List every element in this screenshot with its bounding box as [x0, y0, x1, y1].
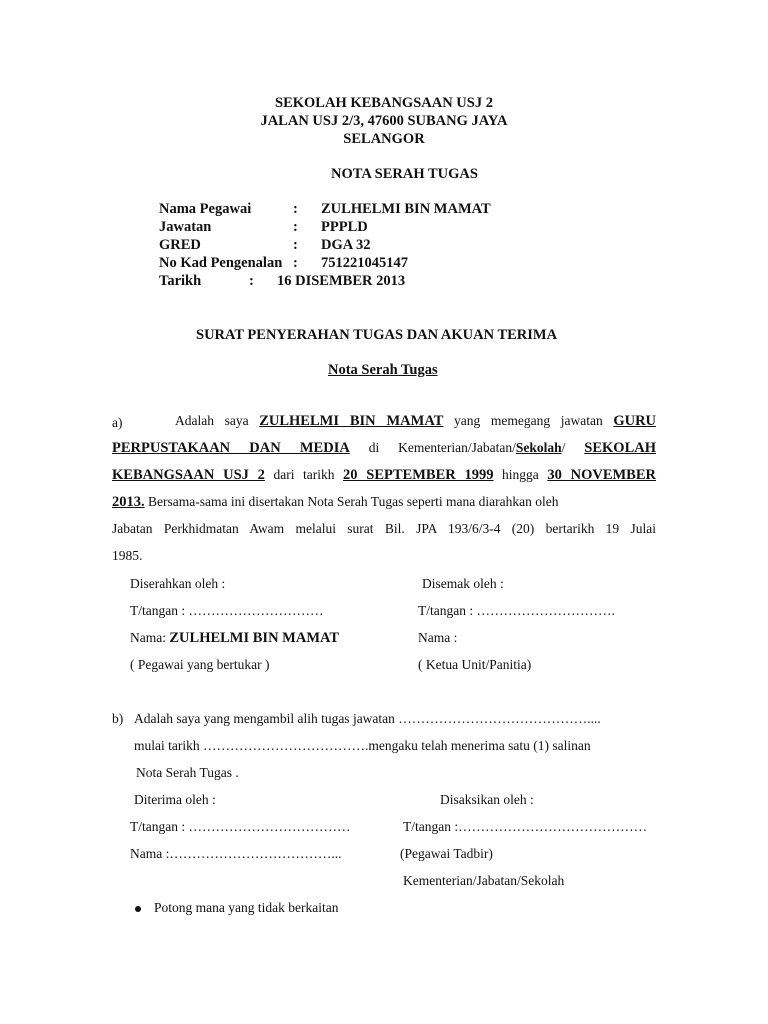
- info-value: 751221045147: [321, 255, 408, 271]
- info-separator: :: [293, 255, 298, 271]
- school-address: JALAN USJ 2/3, 47600 SUBANG JAYA: [260, 113, 508, 129]
- para-b-marker: b): [112, 711, 124, 726]
- subtitle: Nota Serah Tugas: [328, 362, 438, 378]
- para-b-line3: Nota Serah Tugas .: [136, 765, 239, 780]
- witness-role: (Pegawai Tadbir): [400, 846, 493, 861]
- submitter-role: ( Pegawai yang bertukar ): [130, 657, 270, 672]
- para-b-line2: mulai tarikh ……………………………….mengaku telah menerima satu (1) salinan: [134, 738, 591, 753]
- receiver-name: Nama :………………………………...: [130, 846, 342, 861]
- info-value: DGA 32: [321, 237, 371, 253]
- info-separator: :: [293, 237, 298, 253]
- info-label: Tarikh: [159, 273, 202, 289]
- info-label: Nama Pegawai: [159, 201, 252, 217]
- para-a-line1: Adalah saya ZULHELMI BIN MAMAT yang memegang jawatan GURU: [175, 413, 657, 429]
- para-a-line4: 2013. Bersama-sama ini disertakan Nota Serah Tugas seperti mana diarahkan oleh: [112, 494, 559, 510]
- school-name: SEKOLAH KEBANGSAAN USJ 2: [275, 95, 493, 111]
- submitter-signature-line: T/tangan : …………………………: [130, 603, 324, 618]
- info-separator: :: [293, 201, 298, 217]
- received-by-label: Diterima oleh :: [134, 792, 216, 807]
- school-state: SELANGOR: [343, 131, 425, 147]
- reviewer-role: ( Ketua Unit/Panitia): [418, 657, 532, 672]
- info-separator: :: [249, 273, 254, 289]
- para-b-line1: Adalah saya yang mengambil alih tugas jawatan ……………………………………....: [134, 711, 601, 726]
- submitter-name: Nama: ZULHELMI BIN MAMAT: [130, 630, 340, 646]
- witnessed-by-label: Disaksikan oleh :: [440, 792, 534, 807]
- reviewed-by-label: Disemak oleh :: [422, 576, 504, 591]
- info-label: GRED: [159, 237, 201, 253]
- witness-signature-line: T/tangan :……………………………………: [403, 819, 648, 834]
- section-title: SURAT PENYERAHAN TUGAS DAN AKUAN TERIMA: [196, 327, 558, 343]
- para-a-line6: 1985.: [112, 548, 143, 563]
- reviewer-name: Nama :: [418, 630, 458, 645]
- info-label: No Kad Pengenalan: [159, 255, 283, 271]
- para-a-marker: a): [112, 415, 123, 430]
- witness-organization: Kementerian/Jabatan/Sekolah: [403, 873, 565, 888]
- bullet-icon: [135, 906, 141, 912]
- para-a-line5: Jabatan Perkhidmatan Awam melalui surat Bil. JPA 193/6/3-4 (20) bertarikh 19 Julai: [112, 521, 656, 536]
- info-value: ZULHELMI BIN MAMAT: [321, 201, 491, 217]
- submitted-by-label: Diserahkan oleh :: [130, 576, 226, 591]
- footnote: Potong mana yang tidak berkaitan: [154, 900, 339, 915]
- para-a-line3: KEBANGSAAN USJ 2 dari tarikh 20 SEPTEMBER 1999 hingga 30 NOVEMBER: [112, 467, 656, 483]
- info-value: 16 DISEMBER 2013: [277, 273, 406, 289]
- para-a-line2: PERPUSTAKAAN DAN MEDIA di Kementerian/Jabatan/Sekolah/ SEKOLAH: [112, 440, 657, 456]
- info-separator: :: [293, 219, 298, 235]
- reviewer-signature-line: T/tangan : ………………………….: [418, 603, 615, 618]
- receiver-signature-line: T/tangan : ………………………………: [130, 819, 351, 834]
- info-value: PPPLD: [321, 219, 368, 235]
- document-title: NOTA SERAH TUGAS: [331, 166, 478, 182]
- info-label: Jawatan: [159, 219, 212, 235]
